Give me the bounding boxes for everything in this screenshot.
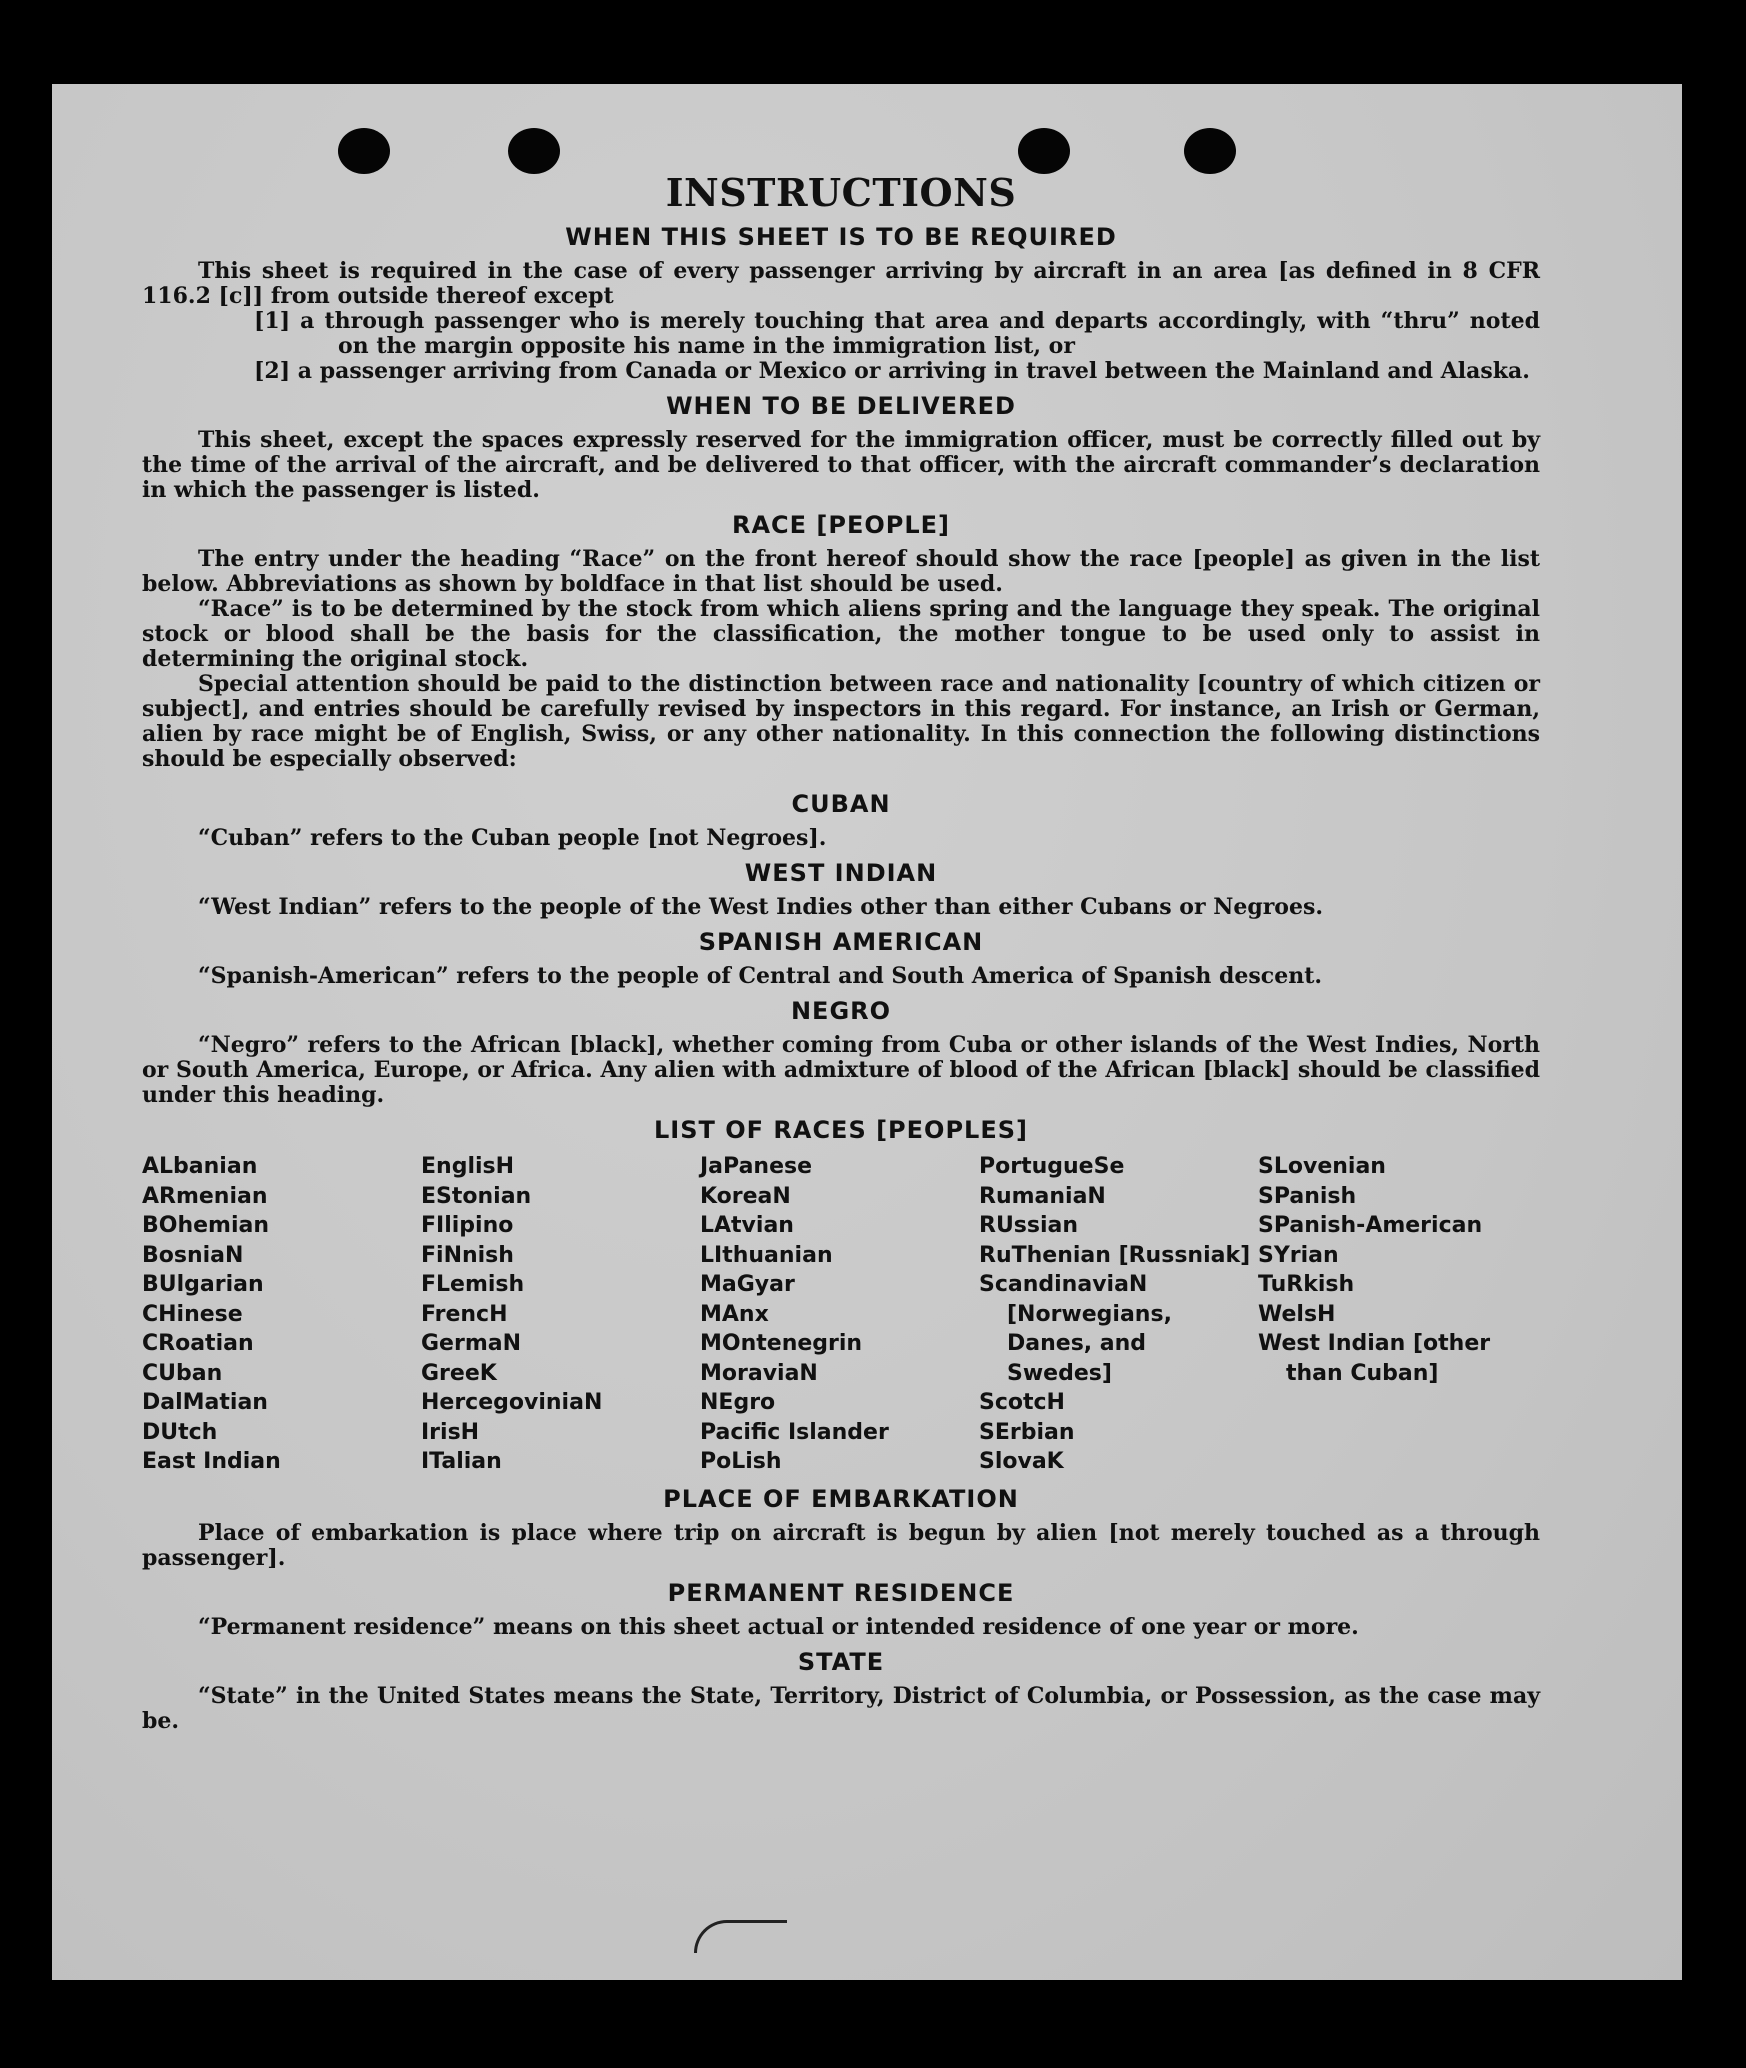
list-item: FrencH bbox=[421, 1301, 508, 1327]
list-item: HercegoviniaN bbox=[421, 1390, 603, 1415]
list-item: TuRkish bbox=[1258, 1272, 1355, 1297]
list-item: FLemish bbox=[421, 1272, 525, 1297]
state-text: “State” in the United States means the State, Territory, District of Columbia, or Possession, as the case may be. bbox=[142, 1682, 1540, 1734]
list-item: RumaniaN bbox=[979, 1183, 1106, 1209]
races-column-4 bbox=[979, 1152, 1258, 1477]
list-item: SErbian bbox=[979, 1419, 1075, 1445]
negro-text: “Negro” refers to the African [black], whether coming from Cuba or other islands of the West Indies, North or South America, Europe, or Africa. Any alien with admixture of blood of the African [black] should be classified under this heading. bbox=[142, 1032, 1540, 1108]
heading-permanent-residence: PERMANENT RESIDENCE bbox=[667, 1578, 1015, 1607]
list-item: SLovenian bbox=[1258, 1154, 1386, 1179]
embarkation-text: Place of embarkation is place where trip on aircraft is begun by alien [not merely touched as a through passenger]. bbox=[142, 1519, 1540, 1571]
list-item: PoLish bbox=[700, 1449, 782, 1474]
pen-mark bbox=[694, 1920, 787, 1953]
page-title: INSTRUCTIONS bbox=[665, 170, 1017, 215]
list-item: FIlipino bbox=[421, 1213, 514, 1238]
document-body bbox=[142, 170, 1540, 1734]
heading-when-delivered: WHEN TO BE DELIVERED bbox=[666, 392, 1016, 420]
spanish-american-text: “Spanish-American” refers to the people of Central and South America of Spanish descent. bbox=[198, 963, 1323, 989]
list-item: WelsH bbox=[1258, 1301, 1336, 1327]
list-item: ALbanian bbox=[142, 1154, 258, 1179]
list-item: IrisH bbox=[421, 1419, 480, 1445]
heading-state: STATE bbox=[797, 1647, 885, 1676]
punch-hole bbox=[338, 128, 390, 174]
list-item: ScotcH bbox=[979, 1390, 1065, 1415]
heading-west-indian: WEST INDIAN bbox=[744, 859, 938, 887]
list-item: GreeK bbox=[421, 1360, 497, 1386]
list-item: SYrian bbox=[1258, 1242, 1339, 1268]
when-required-intro: This sheet is required in the case of every passenger arriving by aircraft in an area [as defined in 8 CFR 116.2 [c]] from outside thereof except bbox=[142, 258, 1540, 309]
cuban-text: “Cuban” refers to the Cuban people [not Negroes]. bbox=[198, 825, 827, 851]
list-item: DUtch bbox=[142, 1419, 218, 1445]
list-item: KoreaN bbox=[700, 1183, 791, 1209]
list-item: ARmenian bbox=[142, 1183, 268, 1209]
list-item: CUban bbox=[142, 1360, 223, 1386]
race-paragraph-1: The entry under the heading “Race” on the front hereof should show the race [people] as given in the list below. Abbreviations as shown by boldface in that list should be used. bbox=[142, 546, 1540, 597]
punch-hole bbox=[1018, 128, 1070, 174]
list-item: CRoatian bbox=[142, 1331, 254, 1356]
list-item: NEgro bbox=[700, 1390, 776, 1415]
list-item: MaGyar bbox=[700, 1272, 795, 1297]
when-required-item-2: [2] a passenger arriving from Canada or Mexico or arriving in travel between the Mainland and Alaska. bbox=[254, 358, 1530, 384]
list-item: JaPanese bbox=[700, 1154, 813, 1179]
list-item: BosniaN bbox=[142, 1242, 244, 1268]
races-column-1 bbox=[142, 1152, 421, 1477]
punch-hole bbox=[508, 128, 560, 174]
list-item: SPanish-American bbox=[1258, 1213, 1483, 1238]
list-item: MAnx bbox=[700, 1301, 769, 1327]
residence-text: “Permanent residence” means on this sheet actual or intended residence of one year or more. bbox=[198, 1613, 1359, 1640]
list-item: RuThenian [Russniak] bbox=[979, 1242, 1251, 1268]
list-item: SlovaK bbox=[979, 1449, 1064, 1474]
heading-list-of-races: LIST OF RACES [PEOPLES] bbox=[654, 1116, 1028, 1144]
list-item: East Indian bbox=[142, 1449, 281, 1474]
list-item: Pacific Islander bbox=[700, 1419, 889, 1445]
races-column-3 bbox=[700, 1152, 979, 1477]
list-item: LAtvian bbox=[700, 1213, 794, 1238]
list-item: SPanish bbox=[1258, 1183, 1357, 1209]
races-column-5 bbox=[1258, 1152, 1537, 1477]
races-column-2 bbox=[421, 1152, 700, 1477]
heading-cuban: CUBAN bbox=[791, 790, 891, 818]
list-item: MoraviaN bbox=[700, 1360, 818, 1386]
punch-hole bbox=[1184, 128, 1236, 174]
west-indian-text: “West Indian” refers to the people of the West Indies other than either Cubans or Negroes. bbox=[198, 894, 1324, 920]
list-item: ITalian bbox=[421, 1449, 502, 1474]
heading-spanish-american: SPANISH AMERICAN bbox=[698, 928, 984, 956]
races-list bbox=[142, 1152, 1540, 1477]
race-paragraph-3: Special attention should be paid to the distinction between race and nationality [country of which citizen or subject], and entries should be carefully revised by inspectors in this regard. For instance, an Irish or German, alien by race might be of English, Swiss, or any other nationality. In this connection the following distinctions should be especially observed: bbox=[142, 671, 1540, 772]
list-item: ScandinaviaN [Norwegians, Danes, and Swedes] bbox=[979, 1272, 1172, 1386]
list-item: FiNnish bbox=[421, 1242, 514, 1268]
heading-when-required: WHEN THIS SHEET IS TO BE REQUIRED bbox=[565, 223, 1117, 251]
list-item: MOntenegrin bbox=[700, 1331, 863, 1356]
list-item: West Indian [other than Cuban] bbox=[1258, 1331, 1491, 1386]
list-item: LIthuanian bbox=[700, 1242, 833, 1268]
list-item: EStonian bbox=[421, 1183, 532, 1209]
when-required-item-1: [1] a through passenger who is merely touching that area and departs accordingly, with “thru” noted on the margin opposite his name in the immigration list, or bbox=[254, 308, 1540, 359]
instruction-sheet bbox=[52, 84, 1682, 1980]
list-item: RUssian bbox=[979, 1213, 1079, 1238]
when-delivered-text: This sheet, except the spaces expressly reserved for the immigration officer, must be correctly filled out by the time of the arrival of the aircraft, and be delivered to that officer, with the aircraft commander’s declaration in which the passenger is listed. bbox=[142, 427, 1540, 503]
list-item: PortugueSe bbox=[979, 1154, 1125, 1179]
list-item: CHinese bbox=[142, 1301, 243, 1327]
heading-negro: NEGRO bbox=[790, 997, 892, 1025]
list-item: BUlgarian bbox=[142, 1272, 264, 1297]
list-item: DalMatian bbox=[142, 1390, 268, 1415]
list-item: BOhemian bbox=[142, 1213, 270, 1238]
race-paragraph-2: “Race” is to be determined by the stock from which aliens spring and the language they speak. The original stock or blood shall be the basis for the classification, the mother tongue to be used only to assist in determining the original stock. bbox=[142, 596, 1540, 672]
list-item: GermaN bbox=[421, 1331, 522, 1356]
list-item: EnglisH bbox=[421, 1154, 515, 1179]
heading-race: RACE [PEOPLE] bbox=[731, 511, 951, 539]
heading-place-of-embarkation: PLACE OF EMBARKATION bbox=[663, 1484, 1019, 1513]
